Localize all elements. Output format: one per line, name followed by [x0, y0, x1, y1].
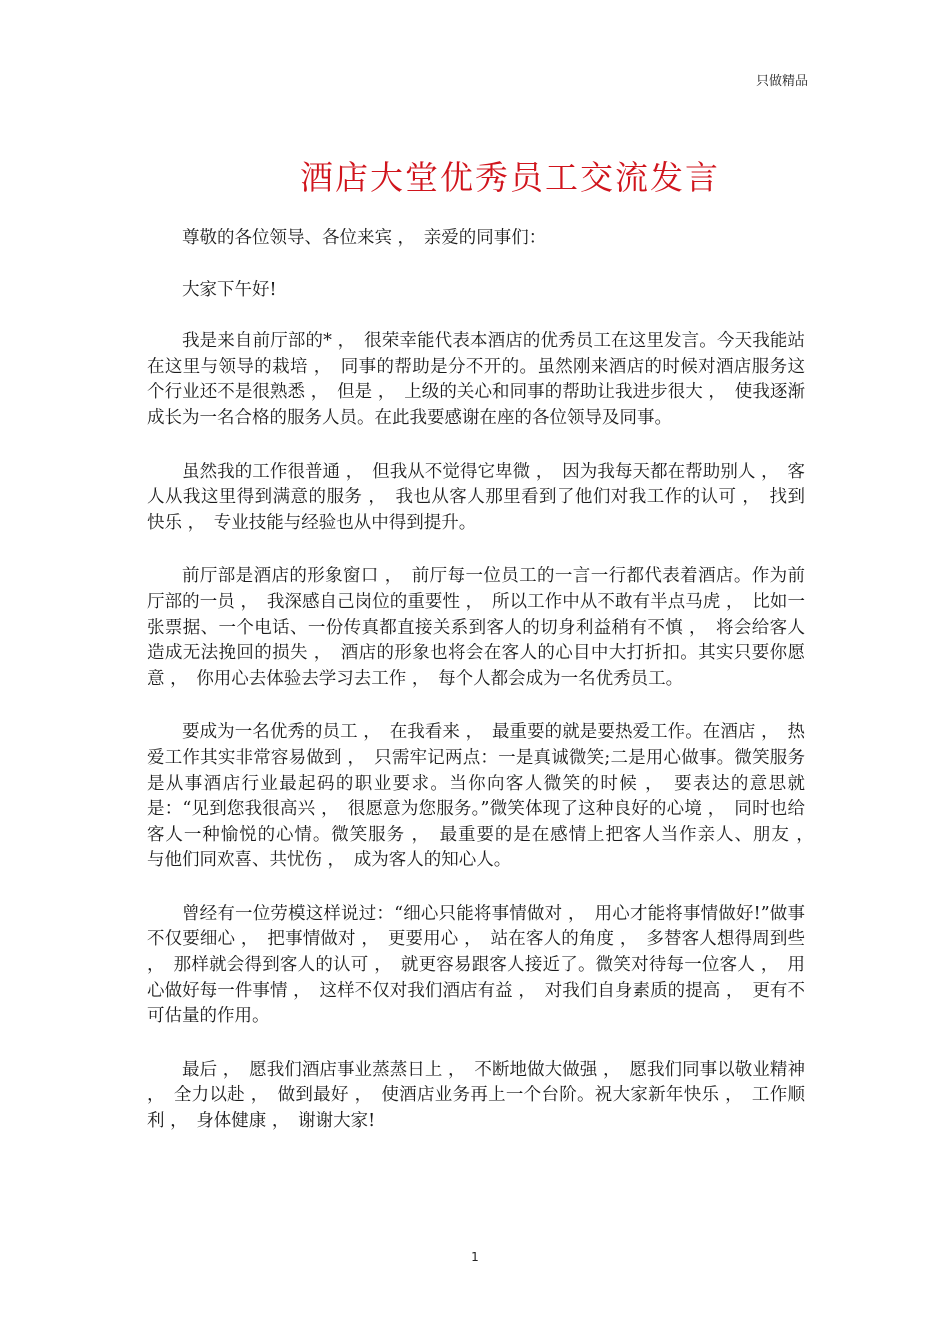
body-paragraph: 虽然我的工作很普通 ， 但我从不觉得它卑微 ， 因为我每天都在帮助别人 ， 客人从我这里得到满意的服务 ， 我也从客人那里看到了他们对我工作的认可 ， 找到快乐 ， 专业技能与经验也从中得到提升。 — [147, 461, 805, 533]
body-paragraph: 我是来自前厅部的* ， 很荣幸能代表本酒店的优秀员工在这里发言。今天我能站在这里与领导的栽培 ， 同事的帮助是分不开的。虽然刚来酒店的时候对酒店服务这个行业还不是很熟悉 ， 但是 ， 上级的关心和同事的帮助让我进步很大 ， 使我逐渐成长为一名合格的服务人员。在此我要感谢在座的各位领导及同事。 — [147, 331, 805, 428]
document-body — [147, 226, 823, 1163]
greeting-paragraph: 大家下午好! — [182, 279, 277, 300]
document-title: 酒店大堂优秀员工交流发言 — [300, 158, 720, 197]
page-number: 1 — [471, 1250, 479, 1264]
header-note: 只做精品 — [755, 74, 808, 89]
body-paragraph: 曾经有一位劳模这样说过：“细心只能将事情做对 ， 用心才能将事情做好!”做事不仅要细心 ， 把事情做对 ， 更要用心 ， 站在客人的角度 ， 多替客人想得周到些 ， 那样就会得到客人的认可 ， 就更容易跟客人接近了。微笑对待每一位客人 ， 用心做好每一件事情 ， 这样不仅对我们酒店有益 ， 对我们自身素质的提高 ， 更有不可估量的作用。 — [147, 903, 805, 1027]
closing-paragraph: 最后 ， 愿我们酒店事业蒸蒸日上 ， 不断地做大做强 ， 愿我们同事以敬业精神 ， 全力以赴 ， 做到最好 ， 使酒店业务再上一个台阶。祝大家新年快乐 ， 工作顺利 ， 身体健康 ， 谢谢大家! — [147, 1059, 805, 1132]
body-paragraph: 要成为一名优秀的员工 ， 在我看来 ， 最重要的就是要热爱工作。在酒店 ， 热爱工作其实非常容易做到 ， 只需牢记两点：一是真诚微笑;二是用心做事。微笑服务是从事酒店行业最起码的职业要求。当你向客人微笑的时候 ， 要表达的意思就是：“见到您我很高兴 ， 很愿意为您服务。”微笑体现了这种良好的心境 ， 同时也给客人一种愉悦的心情。微笑服务 ， 最重要的是在感情上把客人当作亲人、朋友 ， 与他们同欢喜、共忧伤 ， 成为客人的知心人。 — [147, 722, 823, 871]
body-paragraph: 前厅部是酒店的形象窗口 ， 前厅每一位员工的一言一行都代表着酒店。作为前厅部的一员 ， 我深感自己岗位的重要性 ， 所以工作中从不敢有半点马虎 ， 比如一张票据、一个电话、一份传真都直接关系到客人的切身利益稍有不慎 ， 将会给客人造成无法挽回的损失 ， 酒店的形象也将会在客人的心目中大打折扣。其实只要你愿意 ， 你用心去体验去学习去工作 ， 每个人都会成为一名优秀员工。 — [147, 566, 805, 689]
salutation-paragraph: 尊敬的各位领导、各位来宾 ， 亲爱的同事们： — [182, 228, 547, 248]
